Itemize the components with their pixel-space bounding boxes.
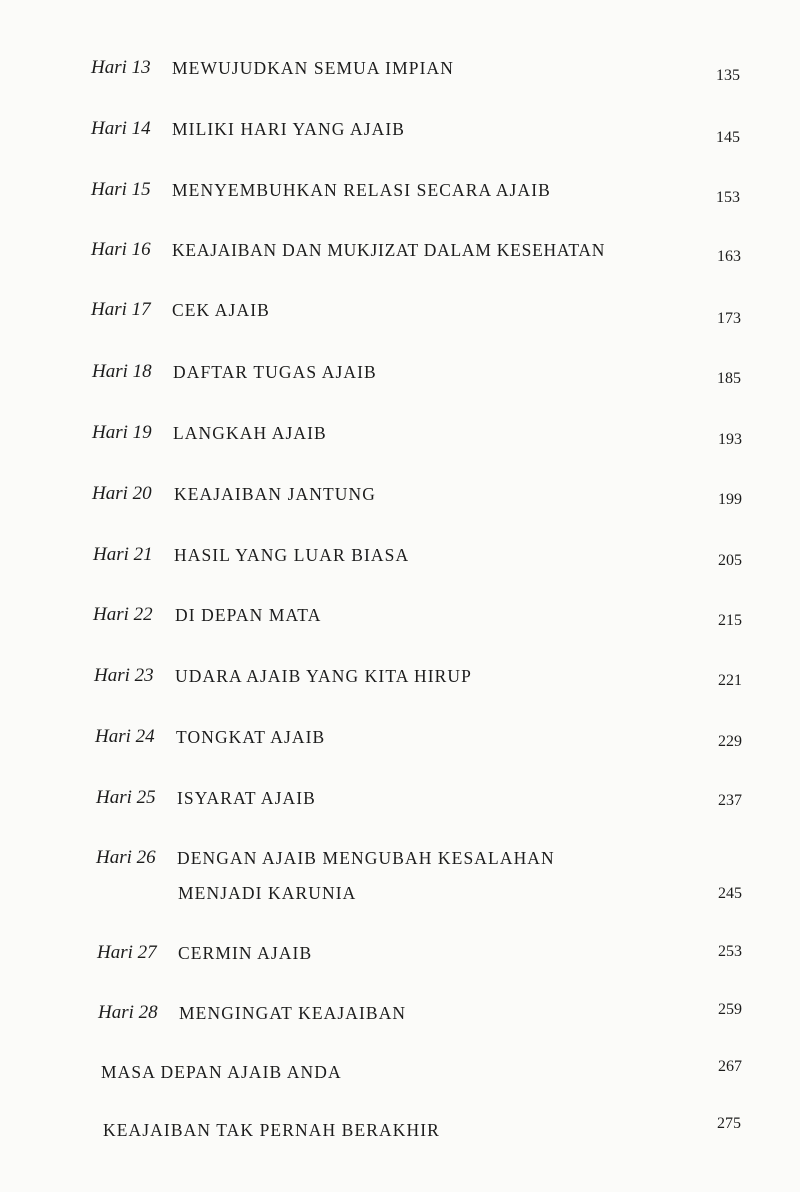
toc-day-label: Hari 26 bbox=[96, 847, 156, 868]
toc-chapter-title: CERMIN AJAIB bbox=[178, 943, 313, 963]
toc-day-label: Hari 25 bbox=[96, 787, 156, 808]
toc-page-number: 215 bbox=[718, 612, 742, 629]
toc-page-number: 173 bbox=[717, 310, 741, 327]
toc-day-label: Hari 27 bbox=[97, 942, 157, 963]
toc-day-label: Hari 23 bbox=[94, 665, 154, 686]
toc-chapter-title: KEAJAIBAN TAK PERNAH BERAKHIR bbox=[103, 1120, 440, 1140]
toc-chapter-title: DI DEPAN MATA bbox=[175, 605, 322, 625]
toc-page-number: 245 bbox=[718, 885, 742, 902]
toc-page-number: 259 bbox=[718, 1001, 742, 1018]
toc-page-number: 229 bbox=[718, 733, 742, 750]
toc-page-number: 185 bbox=[717, 370, 741, 387]
toc-chapter-title: KEAJAIBAN JANTUNG bbox=[174, 484, 376, 504]
toc-chapter-title: MEWUJUDKAN SEMUA IMPIAN bbox=[172, 58, 454, 78]
toc-chapter-title: CEK AJAIB bbox=[172, 300, 270, 320]
toc-chapter-title: UDARA AJAIB YANG KITA HIRUP bbox=[175, 666, 472, 686]
toc-page-number: 253 bbox=[718, 943, 742, 960]
toc-chapter-title: HASIL YANG LUAR BIASA bbox=[174, 545, 410, 565]
toc-page-number: 163 bbox=[717, 248, 741, 265]
toc-page-number: 145 bbox=[716, 129, 740, 146]
toc-chapter-title: MILIKI HARI YANG AJAIB bbox=[172, 119, 406, 139]
toc-chapter-title: MASA DEPAN AJAIB ANDA bbox=[101, 1062, 342, 1082]
toc-day-label: Hari 14 bbox=[91, 118, 151, 139]
toc-page-number: 199 bbox=[718, 491, 742, 508]
toc-chapter-title: TONGKAT AJAIB bbox=[176, 727, 326, 747]
toc-page-number: 267 bbox=[718, 1058, 742, 1075]
toc-day-label: Hari 22 bbox=[93, 604, 153, 625]
toc-day-label: Hari 15 bbox=[91, 179, 151, 200]
toc-chapter-title: MENYEMBUHKAN RELASI SECARA AJAIB bbox=[172, 180, 551, 200]
toc-day-label: Hari 16 bbox=[91, 239, 151, 260]
toc-page-number: 153 bbox=[716, 189, 740, 206]
toc-page-number: 275 bbox=[717, 1115, 741, 1132]
toc-day-label: Hari 24 bbox=[95, 726, 155, 747]
toc-page-number: 193 bbox=[718, 431, 742, 448]
toc-day-label: Hari 28 bbox=[98, 1002, 158, 1023]
toc-page-number: 205 bbox=[718, 552, 742, 569]
toc-day-label: Hari 21 bbox=[93, 544, 153, 565]
toc-day-label: Hari 18 bbox=[92, 361, 152, 382]
toc-page-number: 237 bbox=[718, 792, 742, 809]
toc-chapter-title-line-2: MENJADI KARUNIA bbox=[178, 883, 357, 903]
toc-day-label: Hari 17 bbox=[91, 299, 151, 320]
toc-chapter-title: DENGAN AJAIB MENGUBAH KESALAHAN bbox=[177, 848, 555, 868]
toc-chapter-title: LANGKAH AJAIB bbox=[173, 423, 327, 443]
toc-chapter-title: DAFTAR TUGAS AJAIB bbox=[173, 362, 377, 382]
toc-chapter-title: MENGINGAT KEAJAIBAN bbox=[179, 1003, 407, 1023]
toc-day-label: Hari 20 bbox=[92, 483, 152, 504]
toc-page-number: 135 bbox=[716, 67, 740, 84]
toc-day-label: Hari 19 bbox=[92, 422, 152, 443]
toc-page-number: 221 bbox=[718, 672, 742, 689]
toc-chapter-title: ISYARAT AJAIB bbox=[177, 788, 316, 808]
toc-chapter-title: KEAJAIBAN DAN MUKJIZAT DALAM KESEHATAN bbox=[172, 240, 606, 260]
toc-day-label: Hari 13 bbox=[91, 57, 151, 78]
